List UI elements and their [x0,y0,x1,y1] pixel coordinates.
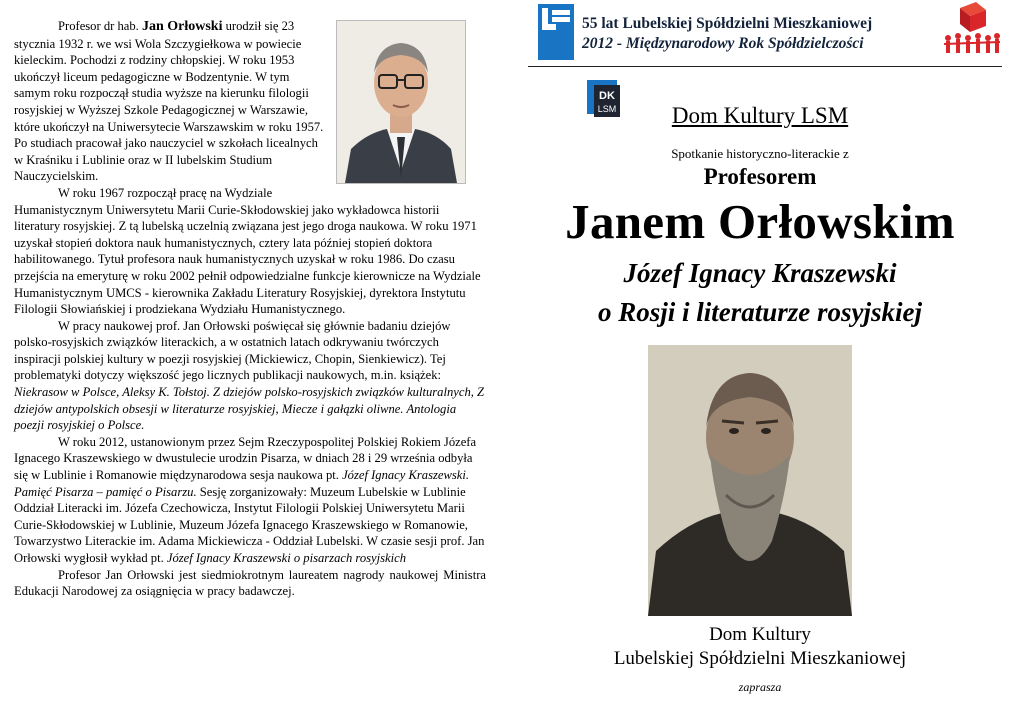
meeting-type: Spotkanie historyczno-literackie z [671,146,849,161]
lsm-logo-icon [538,4,574,60]
bio-p4-a: W roku 2012, ustanowionym przez Sejm Rzeczypospolitej Polskiej Rokiem Józefa Ignacego Kraszewskiego w dwustulecie urodzin Pisarza, w dniach 28 i 29 września odbyła się w Lublinie i Romanowie międzynarodowa sesja naukowa pt. [14,434,477,483]
organizer-line-1: Dom Kultury [709,624,811,645]
header-line-1: 55 lat Lubelskiej Spółdzielni Mieszkaniowej [582,15,873,32]
bio-p1-rest: urodził się 23 stycznia 1932 r. we wsi Wola Szczygiełkowa w powiecie kieleckim. Pochodzi z rodziny chłopskiej. W roku 1953 ukończył liceum pedagogiczne w Bodzentynie. W tym samym roku rozpoczął studia wyższe na kierunku filologii rosyjskiej w Wyższej Szkole Pedagogicznej w Warszawie, które ukończył na Uniwersytecie Warszawskim w roku 1957. Po studiach pracował jako nauczyciel w szkołach licealnych w Kraśniku i Lublinie oraz w II lubelskim Studium Nauczycielskim. [14,19,324,184]
dk-logo-text: DK [599,90,615,102]
orlowski-portrait-photo [336,20,466,184]
bio-paragraph-4 [14,434,486,567]
kraszewski-portrait-photo [648,345,852,616]
lsm-logo [538,4,574,60]
orlowski-portrait-illustration [337,21,465,183]
bio-p4-b: Sesję zorganizowały: Muzeum Lubelskie w Lublinie Oddział Literacki im. Józefa Czechowicza, Instytut Filologii Polskiej Uniwersytetu Marii Curie-Skłodowskiej w Lublinie, Muzeum Józefa Ignacego Kraszewskiego w Romanowie, Towarzystwo Literackie im. Adama Mickiewicza - Oddział Lubelski. W czasie sesji prof. Jan Orłowski wygłosił wykład pt. [14,484,485,565]
header-title [582,14,872,54]
profesorem-label: Profesorem [703,164,817,189]
bio-paragraph-2: W roku 1967 rozpoczął pracę na Wydziale Humanistycznym Uniwersytetu Marii Curie-Skłodowskiej jako wykładowca historii literatury rosyjskiej. Z tą lubelską uczelnią związana jest jego droga naukowa. W roku 1971 uzyskał stopień doktora nauk humanistycznych, cztery lata później stopień doktora habilitowanego. Tytuł profesora nauk humanistycznych uzyskał w roku 1986. Do czasu przejścia na emeryturę w roku 2002 pełnił odpowiedzialne funkcje kierownicze na Wydziale Humanistycznym UMCS - kierownika Zakładu Literatury Rosyjskiej, dyrektora Instytutu Filologii Słowiańskiej i prodziekana Wydziału Humanistycznego. [14,185,481,317]
bio-p4-lecture-title: Józef Ignacy Kraszewski o pisarzach rosyjskich [166,551,407,565]
guest-name: Janem Orłowskim [565,194,955,249]
biography-column [14,18,486,600]
dom-kultury-heading: Dom Kultury LSM [671,103,849,128]
organizer-line-2: Lubelskiej Spółdzielni Mieszkaniowej [613,648,907,669]
bio-p3-text: W pracy naukowej prof. Jan Orłowski poświęcał się głównie badaniu dziejów polsko-rosyjskich związków literackich, a w ostatnich latach odkrywaniu twórczych inspiracji polskiej kultury w poezji rosyjskiej (Mickiewicz, Chopin, Sienkiewicz). Tej problematyki dotyczy większość jego licznych publikacji naukowych, m.in. książek: [14,318,451,383]
bio-p4-session-title: Józef Ignacy Kraszewski. Pamięć Pisarza – pamięć o Pisarzu. [14,468,470,499]
cooperative-year-icon [942,2,1002,62]
dk-logo-sub: LSM [597,104,617,114]
organizer [540,623,980,671]
bio-p1-name: Jan Orłowski [141,19,223,34]
invites-label: zaprasza [738,680,782,694]
bio-p3-books: Niekrasow w Polsce, Aleksy K. Tołstoj. Z dziejów polsko-rosyjskich związków kulturalnych, Z dziejów antypolskich obsesji w literaturze rosyjskiej, Miecze i gałązki oliwne. Antologia poezji rosyjskiej o Polsce. [14,385,485,433]
lecture-subtitle-2: o Rosji i literaturze rosyjskiej [597,297,923,327]
kraszewski-portrait-illustration [648,345,852,616]
lecture-subtitle-1: Józef Ignacy Kraszewski [623,258,897,288]
bio-paragraph-5: Profesor Jan Orłowski jest siedmiokrotnym laureatem nagrody naukowej Ministra Edukacji Narodowej za osiągnięcia w pracy badawczej. [14,567,486,599]
header-divider [528,66,1002,67]
header-line-2: 2012 - Międzynarodowy Rok Spółdzielczości [582,35,864,52]
bio-p1-start: Profesor dr hab. [58,19,142,33]
bio-paragraph-3 [14,318,486,434]
